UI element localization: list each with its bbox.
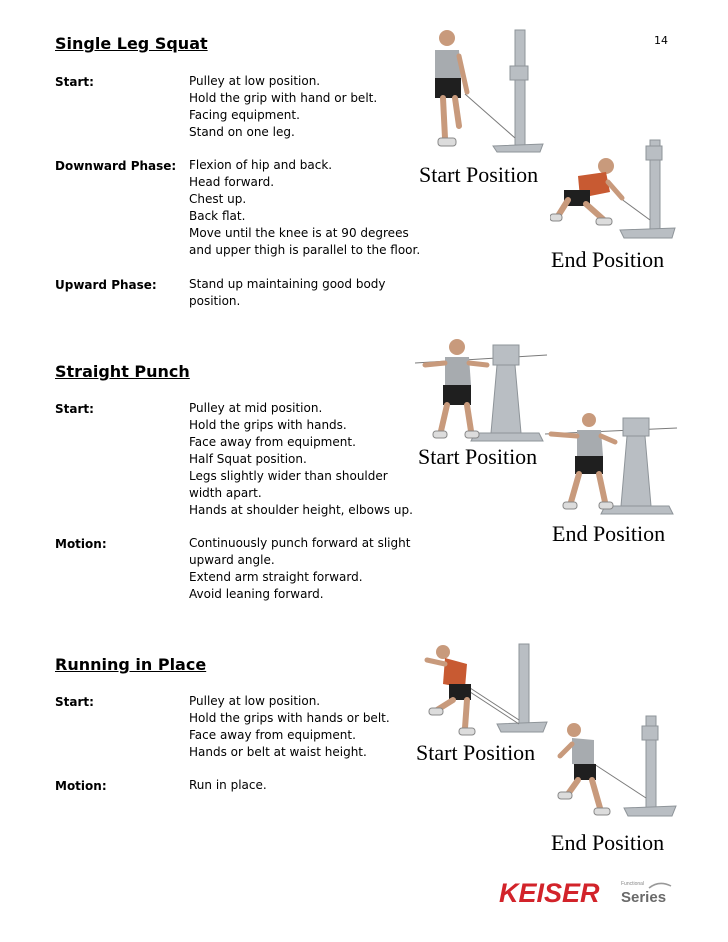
end-position-caption: End Position [552, 521, 666, 546]
description-line: and upper thigh is parallel to the floor. [189, 243, 421, 257]
phase-description [189, 73, 377, 141]
description-line: Stand on one leg. [189, 125, 295, 139]
end-position-photo [545, 412, 680, 524]
end-position-caption: End Position [551, 247, 665, 272]
description-line: Run in place. [189, 778, 267, 792]
logo-small-text: Functional [621, 881, 645, 887]
description-line: Avoid leaning forward. [189, 587, 324, 601]
description-line: Extend arm straight forward. [189, 570, 363, 584]
section-title-straight-punch: Straight Punch [55, 362, 190, 381]
phase-label: Motion: [55, 779, 107, 793]
start-position-photo [415, 640, 550, 740]
phase-label: Motion: [55, 537, 107, 551]
phase-description [189, 693, 390, 761]
phase-label: Downward Phase: [55, 159, 177, 173]
keiser-logo [499, 876, 679, 906]
description-line: Hands or belt at waist height. [189, 745, 367, 759]
description-line: Head forward. [189, 175, 275, 189]
phase-description [189, 157, 420, 259]
description-line: Pulley at low position. [189, 74, 321, 88]
phase-description [189, 777, 267, 794]
start-position-caption: Start Position [419, 162, 539, 187]
description-line: Pulley at mid position. [189, 401, 323, 415]
description-line: width apart. [189, 486, 262, 500]
description-line: Face away from equipment. [189, 728, 356, 742]
phase-label: Start: [55, 402, 94, 416]
description-line: Flexion of hip and back. [189, 158, 333, 172]
description-line: upward angle. [189, 553, 275, 567]
description-line: Chest up. [189, 192, 247, 206]
end-position-photo [550, 136, 680, 246]
description-line: Face away from equipment. [189, 435, 356, 449]
description-line: Legs slightly wider than shoulder [189, 469, 388, 483]
description-line: Half Squat position. [189, 452, 307, 466]
description-line: position. [189, 294, 241, 308]
page-number: 14 [654, 34, 668, 47]
start-position-caption: Start Position [416, 740, 536, 765]
phase-description [189, 400, 413, 519]
logo-series: Series [621, 889, 667, 906]
description-line: Facing equipment. [189, 108, 300, 122]
description-line: Hands at shoulder height, elbows up. [189, 503, 413, 517]
end-position-caption: End Position [551, 830, 665, 855]
description-line: Hold the grips with hands or belt. [189, 711, 390, 725]
phase-label: Upward Phase: [55, 278, 157, 292]
phase-description [189, 276, 386, 310]
logo-brand: KEISER [499, 878, 600, 906]
description-line: Hold the grips with hands. [189, 418, 347, 432]
description-line: Stand up maintaining good body [189, 277, 386, 291]
phase-label: Start: [55, 75, 94, 89]
end-position-photo [550, 712, 680, 827]
phase-label: Start: [55, 695, 94, 709]
start-position-photo [415, 26, 550, 161]
section-title-running-in-place: Running in Place [55, 655, 207, 674]
description-line: Hold the grip with hand or belt. [189, 91, 378, 105]
phase-description [189, 535, 410, 603]
section-title-single-leg-squat: Single Leg Squat [55, 34, 208, 53]
start-position-photo [415, 335, 550, 450]
description-line: Back flat. [189, 209, 246, 223]
description-line: Continuously punch forward at slight [189, 536, 411, 550]
start-position-caption: Start Position [418, 444, 538, 469]
description-line: Pulley at low position. [189, 694, 321, 708]
description-line: Move until the knee is at 90 degrees [189, 226, 409, 240]
